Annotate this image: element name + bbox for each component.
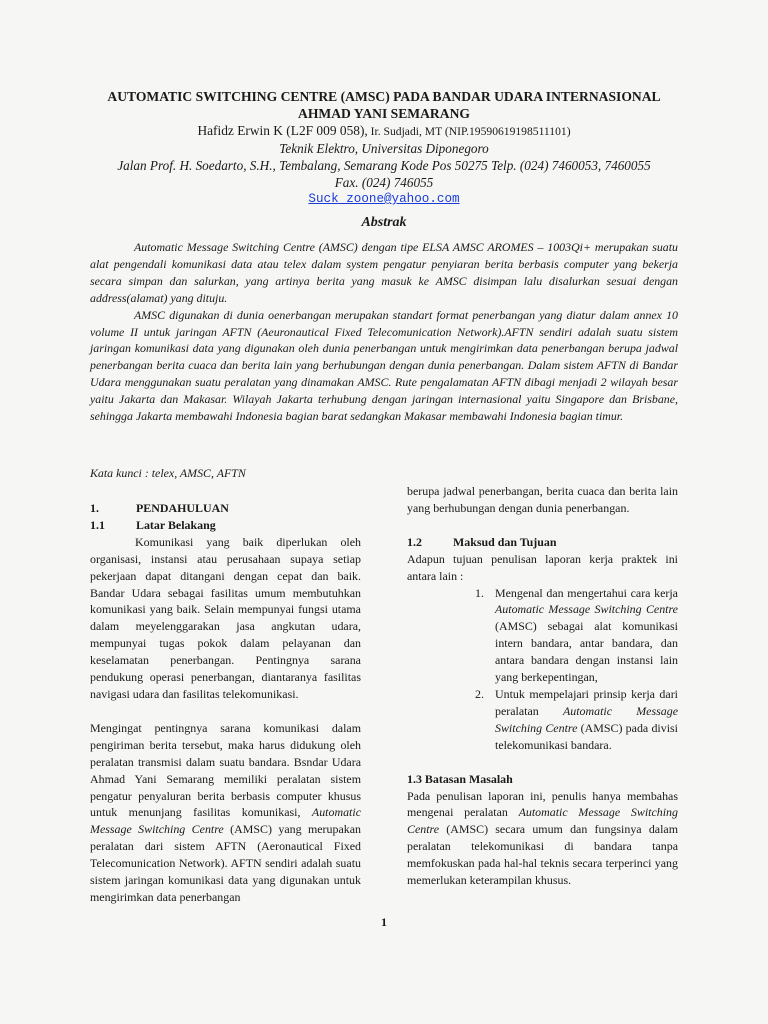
purpose-intro: Adapun tujuan penulisan laporan kerja praktek ini antara lain : [407,551,678,583]
section-1-2-number: 1.2 [407,534,422,549]
scope-italic: Automatic Message Switching Centre [407,805,678,837]
left-column [90,500,361,906]
paper-title-line2: AHMAD YANI SEMARANG [298,106,470,121]
section-1-number: 1. [90,501,99,515]
address: Jalan Prof. H. Soedarto, S.H., Tembalang, Semarang Kode Pos 50275 Telp. (024) 7460053, 7460055 [117,158,651,173]
section-1-1-heading [90,517,361,534]
list-item-number: 1. [475,585,484,600]
purpose-list [407,585,678,754]
keywords: Kata kunci : telex, AMSC, AFTN [90,466,246,480]
section-1-2-heading [407,534,678,551]
list-item [407,686,678,754]
bg-para2-italic: Automatic Message Switching Centre [90,805,361,837]
item1-italic: Automatic Message Switching Centre [495,602,678,617]
section-1-2-title: Maksud dan Tujuan [453,534,557,549]
item2-part-b: (AMSC) pada divisi telekomunikasi bandara. [495,720,678,752]
paper-title-line1: AUTOMATIC SWITCHING CENTRE (AMSC) PADA BANDAR UDARA INTERNASIONAL [107,89,661,104]
fax: Fax. (024) 746055 [334,175,434,190]
section-1-title: PENDAHULUAN [136,501,229,515]
author-nip: (NIP.19590619198511101) [441,125,571,138]
list-item [407,585,678,686]
background-paragraph-2 [90,720,361,906]
list-item-number: 2. [475,686,484,701]
scope-part-b: (AMSC) secara umum dan fungsinya dalam peralatan telekomunikasi di bandara tanpa memfokuskan pada hal-hal teknis secara terperinci yang memerlukan keterampilan khusus. [407,822,678,888]
list-item-text [495,686,678,754]
abstract-paragraph-1: Automatic Message Switching Centre (AMSC) dengan tipe ELSA AMSC AROMES – 1003Qi+ merupakan suatu alat pengendali komunikasi data atau telex dalam system pengatur penyiaran berita berbasis computer yang bekerja secara simpan dan salurkan, yang artinya berita yang masuk ke AMSC disimpan lalu disalurkan sesuai dengan address(alamat) yang dituju. [90,240,678,305]
paper-header [90,88,678,208]
item1-part-b: (AMSC) sebagai alat komunikasi intern bandara, antar bandara, dan antara bandara dengan instansi lain yang berkepentingan, [495,619,678,685]
section-1-heading [90,500,361,517]
section-1-1-number: 1.1 [90,517,105,532]
email-link[interactable]: Suck_zoone@yahoo.com [308,192,460,206]
item2-part-a: Untuk mempelajari prinsip kerja dari peralatan [495,686,678,718]
right-column [407,483,678,889]
page-number: 1 [381,915,387,929]
bg-para2-part-a: Mengingat pentingnya sarana komunikasi dalam pengiriman berita tersebut, maka harus didukung oleh peralatan transmisi dalam suatu bandara. Bsndar Udara Ahmad Yani Semarang memiliki peralatan sistem pengatur penyaluran berita berbasis computer khusus untuk menunjang fasilitas komunikasi, [90,720,361,820]
continued-paragraph: berupa jadwal penerbangan, berita cuaca dan berita lain yang berhubungan dengan dunia penerbangan. [407,484,678,515]
item1-part-a: Mengenal dan mengertahui cara kerja [495,585,678,600]
scope-part-a: Pada penulisan laporan ini, penulis hanya membahas mengenai peralatan [407,788,678,820]
scope-paragraph [407,788,678,889]
item2-italic: Automatic Message Switching Centre [495,703,678,735]
background-paragraph-1: Komunikasi yang baik diperlukan oleh organisasi, instansi atau perusahaan supaya setiap pekerjaan dapat ditangani dengan cepat dan baik. Bandar Udara sebagai fasilitas umum membutuhkan komunikasi yang baik. Selain mempunyai fungsi utama dalam meyelenggarakan jasa angkutan udara, mempunyai tugas pokok dalam pelayanan dan keselamatan penerbangan. Pentingnya sarana pendukung operasi penerbangan, diantaranya fasilitas navigasi udara dan fasilitas telekomunikasi. [90,534,361,701]
bg-para2-part-b: (AMSC) yang merupakan peralatan dari sistem AFTN (Aeronautical Fixed Telecomunication Network). AFTN sendiri adalah suatu sistem jaringan komunikasi data yang digunakan untuk mengirimkan data penerbangan [90,822,361,904]
abstract-title: Abstrak [361,215,407,230]
abstract-paragraph-2: AMSC digunakan di dunia oenerbangan merupakan standart format penerbangan yang diatur dalam annex 10 volume II untuk jaringan AFTN (Aeuronautical Fixed Telecomunication Network).AFTN sendiri adalah suatu sistem jaringan komunikasi data yang digunakan oleh dunia penerbangan untuk mengirimkan data penerbangan berupa jadwal penerbangan berita cuaca dan berita lain yang berhubungan dengan dunia penerbangan. Dalam sistem AFTN di Bandar Udara menggunakan suatu peralatan yang dinamakan AMSC. Rute pengalamatan AFTN dibagi menjadi 2 wilayah besar yaitu Jakarta dan Makasar. Wilayah Jakarta terhubung dengan jaringan internasional yaitu Singapore dan Brisbane, sehingga Jakarta membawahi Indonesia bagian barat sedangkan Makasar membawahi Indonesia bagian timur. [90,307,678,424]
author-main: Hafidz Erwin K (L2F 009 058), [197,123,368,138]
abstract-body [90,239,678,425]
section-1-3-heading: 1.3 Batasan Masalah [407,771,513,786]
author-line [90,122,678,140]
author-secondary: Ir. Sudjadi, MT [367,125,442,138]
section-1-1-title: Latar Belakang [136,517,216,532]
list-item-text [495,585,678,686]
affiliation: Teknik Elektro, Universitas Diponegoro [279,141,489,156]
